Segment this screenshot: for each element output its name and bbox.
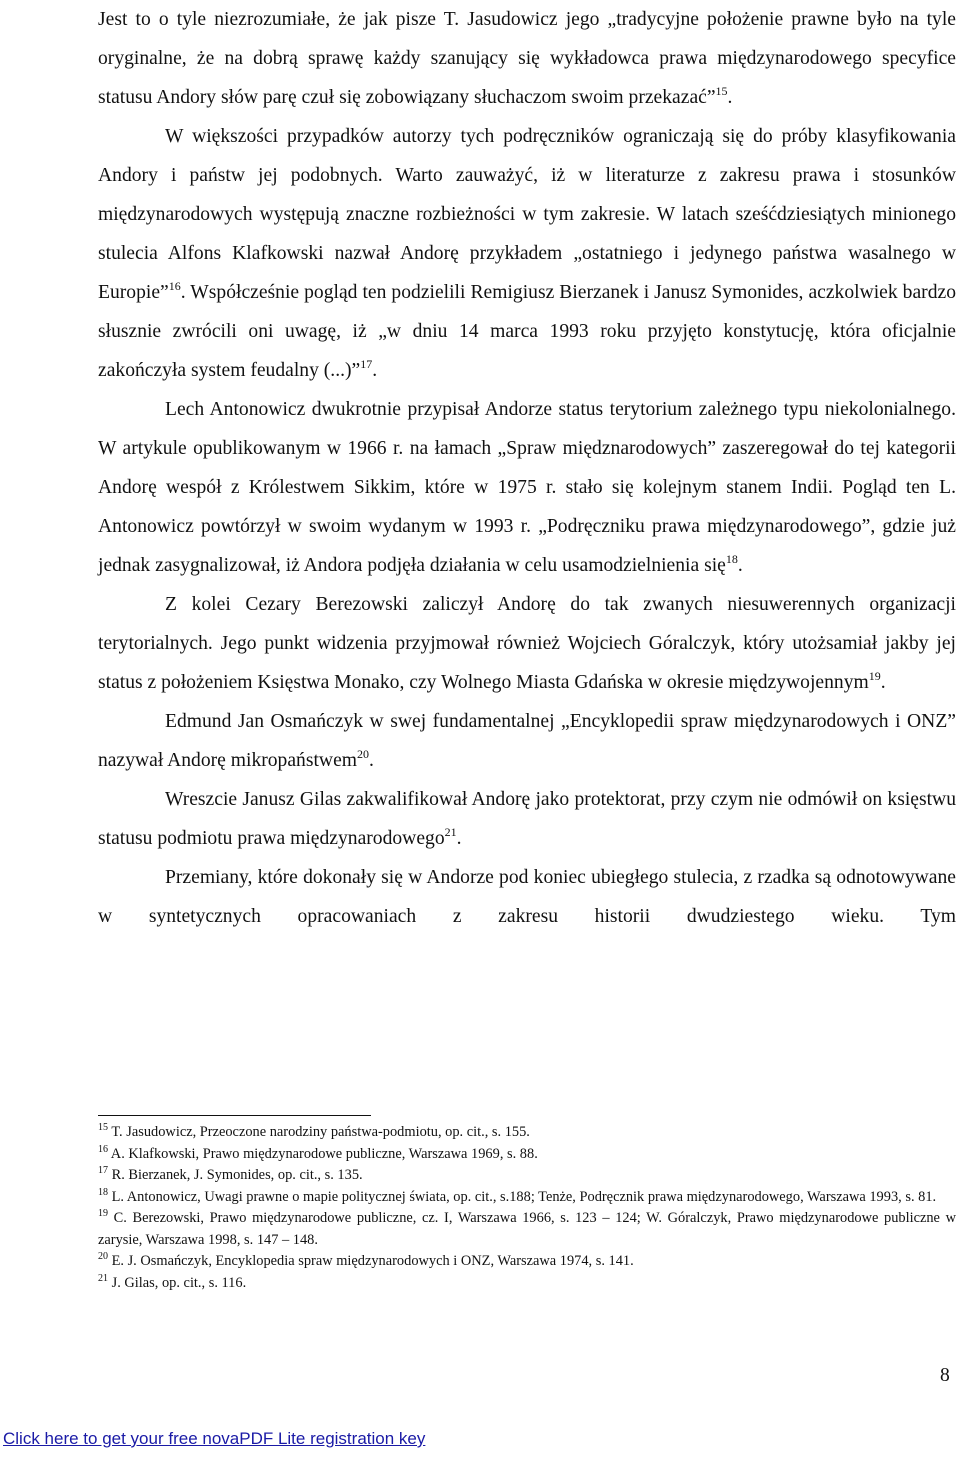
footnote-text: A. Klafkowski, Prawo międzynarodowe publiczne, Warszawa 1969, s. 88.: [108, 1145, 538, 1162]
paragraph-text: W większości przypadków autorzy tych podręczników ograniczają się do próby klasyfikowania Andory i państw jej podobnych. Warto zauważyć, iż w literaturze z zakresu prawa i stosunków międzynarodowych występują znaczne rozbieżności w tym zakresie. W latach sześćdziesiątych minionego stulecia Alfons Klafkowski nazwał Andorę przykładem „ostatniego i jedynego państwa wasalnego w Europie”: [98, 126, 956, 303]
footnote-ref[interactable]: 18: [725, 552, 738, 566]
footnote-number: 15: [98, 1122, 108, 1133]
footnote-text: R. Bierzanek, J. Symonides, op. cit., s. 135.: [108, 1167, 363, 1183]
footnote-number: 18: [98, 1186, 108, 1198]
paragraph-6: [98, 780, 956, 858]
footnote-text: L. Antonowicz, Uwagi prawne o mapie politycznej świata, op. cit., s.188; Tenże, Podręcznik prawa międzynarodowego, Warszawa 1993, s. 81.: [108, 1188, 937, 1205]
footnote-text: J. Gilas, op. cit., s. 116.: [108, 1274, 247, 1291]
paragraph-text: Lech Antonowicz dwukrotnie przypisał Andorze status terytorium zależnego typu niekolonialnego. W artykule opublikowanym w 1966 r. na łamach „Spraw międznarodowych” zaszeregował do tej kategorii Andorę wespół z Królestwem Sikkim, które w 1975 r. stało się kolejnym stanem Indii. Pogląd ten L. Antonowicz powtórzył w swoim wydanym w 1993 r. „Podręczniku prawa międzynarodowego”, gdzie już jednak zasygnalizował, iż Andora podjęła działania w celu usamodzielnienia się: [98, 399, 956, 576]
footnote-18: [98, 1187, 956, 1209]
paragraph-text: .: [369, 750, 374, 771]
footnote-text: E. J. Osmańczyk, Encyklopedia spraw międzynarodowych i ONZ, Warszawa 1974, s. 141.: [108, 1253, 634, 1269]
paragraph-text: Z kolei Cezary Berezowski zaliczył Andorę do tak zwanych niesuwerennych organizacji terytorialnych. Jego punkt widzenia przyjmował również Wojciech Góralczyk, który utożsamiał jakby jej status z położeniem Księstwa Monako, czy Wolnego Miasta Gdańska w okresie międzywojennym: [98, 594, 956, 693]
paragraph-text: Edmund Jan Osmańczyk w swej fundamentalnej „Encyklopedii spraw międzynarodowych i ONZ” nazywał Andorę mikropaństwem: [98, 711, 956, 771]
paragraph-2: [98, 117, 956, 390]
paragraph-text: . Współcześnie pogląd ten podzielili Remigiusz Bierzanek i Janusz Symonides, aczkolwiek bardzo słusznie zwrócili oni uwagę, iż „w dniu 14 marca 1993 roku przyjęto konstytucję, która oficjalnie zakończyła system feudalny (...)”: [98, 282, 956, 381]
paragraph-text: .: [372, 360, 378, 381]
footnote-ref[interactable]: 19: [868, 669, 881, 683]
footnote-20: [98, 1251, 956, 1273]
paragraph-4: [98, 585, 956, 702]
footnote-15: [98, 1122, 956, 1144]
footnote-separator: [98, 1115, 371, 1116]
paragraph-5: [98, 702, 956, 780]
page-body: [98, 0, 956, 936]
paragraph-7: [98, 858, 956, 936]
footnote-ref[interactable]: 16: [168, 279, 181, 293]
footnote-number: 16: [98, 1143, 108, 1155]
paragraph-text: .: [880, 672, 886, 693]
footnote-ref[interactable]: 21: [444, 825, 457, 839]
footnote-19: [98, 1208, 956, 1251]
footnote-21: [98, 1273, 956, 1295]
page-number: 8: [940, 1365, 950, 1386]
paragraph-text: .: [727, 87, 733, 108]
footnote-number: 20: [98, 1251, 108, 1262]
paragraph-text: Wreszcie Janusz Gilas zakwalifikował Andorę jako protektorat, przy czym nie odmówił on księstwu statusu podmiotu prawa międzynarodowego: [98, 789, 956, 849]
footnote-ref[interactable]: 17: [360, 357, 373, 371]
paragraph-text: .: [456, 828, 462, 849]
footnote-number: 21: [98, 1272, 108, 1284]
footnote-text: T. Jasudowicz, Przeoczone narodziny państwa-podmiotu, op. cit., s. 155.: [108, 1124, 530, 1140]
footnote-17: [98, 1165, 956, 1187]
footnote-number: 17: [98, 1165, 108, 1176]
footnote-ref[interactable]: 20: [357, 747, 370, 761]
paragraph-1: [98, 0, 956, 117]
footnote-16: [98, 1144, 956, 1166]
footnotes: [98, 1122, 956, 1294]
paragraph-text: Jest to o tyle niezrozumiałe, że jak pisze T. Jasudowicz jego „tradycyjne położenie prawne było na tyle oryginalne, że na dobrą sprawę każdy szanujący się wykładowca prawa międzynarodowego specyfice statusu Andory słów parę czuł się zobowiązany słuchaczom swoim przekazać”: [98, 9, 956, 108]
paragraph-3: [98, 390, 956, 585]
footnote-text: C. Berezowski, Prawo międzynarodowe publiczne, cz. I, Warszawa 1966, s. 123 – 124; W. Góralczyk, Prawo międzynarodowe publiczne w zarysie, Warszawa 1998, s. 147 – 148.: [98, 1210, 956, 1248]
footnote-ref[interactable]: 15: [715, 84, 728, 98]
paragraph-text: Przemiany, które dokonały się w Andorze pod koniec ubiegłego stulecia, z rzadka są odnotowywane w syntetycznych opracowaniach z zakresu historii dwudziestego wieku. Tym: [98, 867, 956, 927]
footnote-number: 19: [98, 1208, 108, 1219]
paragraph-text: .: [737, 555, 743, 576]
registration-link[interactable]: Click here to get your free novaPDF Lite registration key: [3, 1429, 426, 1448]
